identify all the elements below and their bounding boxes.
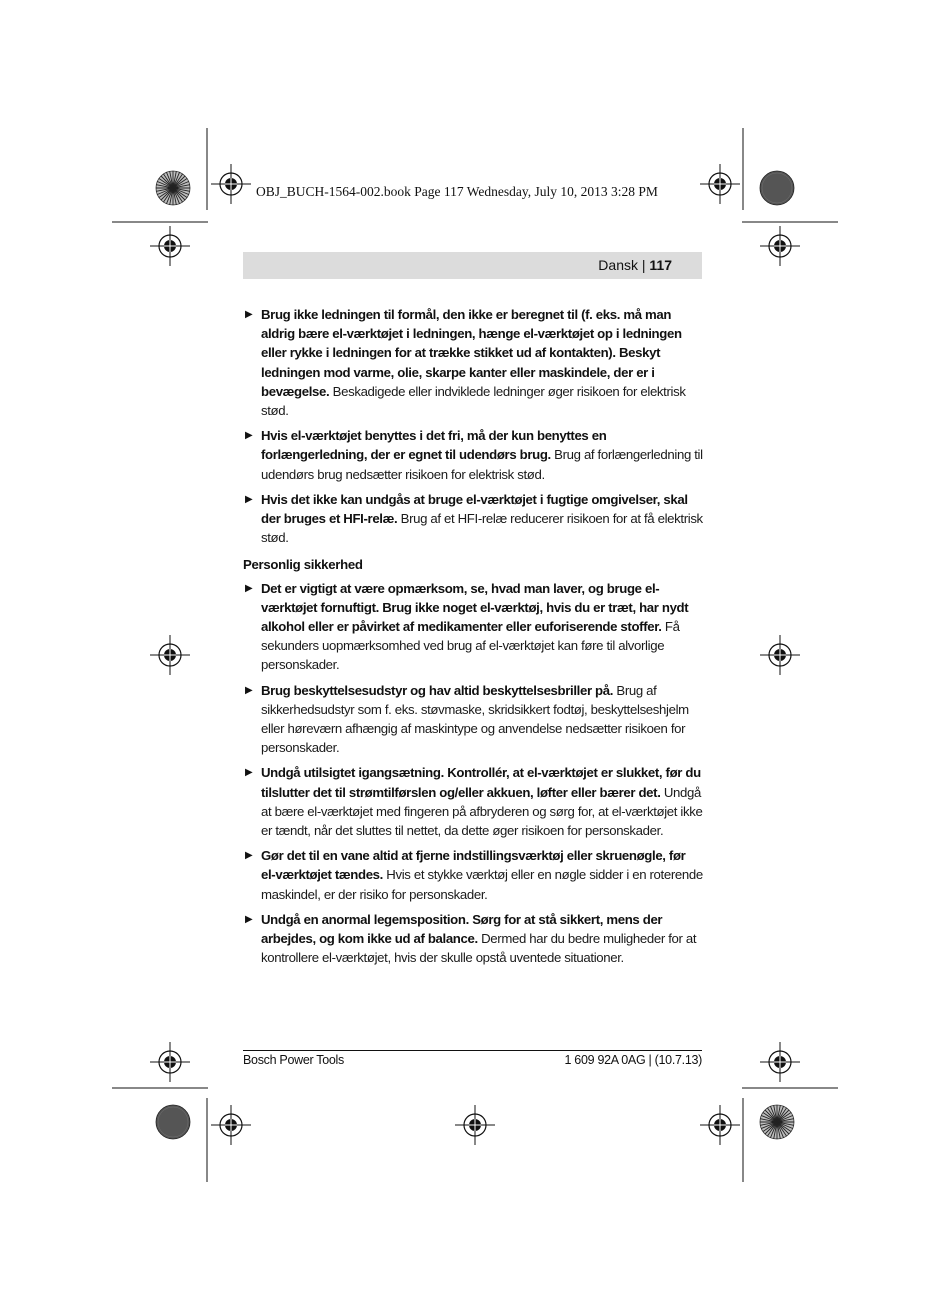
header-separator: | (641, 257, 646, 273)
safety-item (243, 305, 703, 420)
safety-item-instruction: Gør det til en vane altid at fjerne indstillingsværktøj eller skruenøgle, før el-værktøjet tændes. (261, 848, 686, 883)
safety-item-explanation: Brug af sikkerhedsudstyr som f. eks. støvmaske, skridsikkert fodtøj, beskyttelseshjelm eller høreværn afhængig af maskintype og anvendelse nedsætter risikoen for personskader. (261, 682, 689, 756)
bullet-arrow-icon: ▶ (245, 684, 253, 696)
running-header (243, 252, 702, 279)
page-number: 117 (649, 257, 672, 273)
safety-item-instruction: Brug ikke ledningen til formål, den ikke er beregnet til (f. eks. må man aldrig bære el-værktøjet i ledningen, hænge el-værktøjet op i ledningen eller rykke i ledningen for at trække stikket ud af kontakten). Beskyt ledningen mod varme, olie, skarpe kanter eller maskindele, der er i bevægelse. (261, 307, 682, 399)
safety-item-explanation: Beskadigede eller indviklede ledninger øger risikoen for elektrisk stød. (261, 383, 686, 419)
bullet-arrow-icon: ▶ (245, 913, 253, 925)
safety-item-explanation: Få sekunders uopmærksomhed ved brug af el-værktøjet kan føre til alvorlige personskader. (261, 619, 680, 673)
print-slug: OBJ_BUCH-1564-002.book Page 117 Wednesday, July 10, 2013 3:28 PM (256, 184, 658, 199)
safety-item (243, 681, 703, 758)
footer-rule (243, 1050, 702, 1051)
safety-item-instruction: Hvis el-værktøjet benyttes i det fri, må der kun benyttes en forlængerledning, der er egnet til udendørs brug. (261, 428, 607, 463)
bullet-arrow-icon: ▶ (245, 309, 253, 320)
safety-item-instruction: Hvis det ikke kan undgås at bruge el-værktøjet i fugtige omgivelser, skal der bruges et HFI-relæ. (261, 491, 688, 527)
bullet-arrow-icon: ▶ (245, 430, 253, 442)
safety-item (243, 490, 703, 548)
safety-item (243, 763, 703, 840)
safety-item (243, 846, 703, 904)
safety-item-instruction: Undgå en anormal legemsposition. Sørg for at stå sikkert, mens der arbejdes, og kom ikke ud af balance. (261, 911, 663, 947)
safety-item-explanation: Dermed har du bedre muligheder for at kontrollere el-værktøjet, hvis der skulle opstå uventede situationer. (261, 931, 697, 966)
header-text (598, 257, 672, 273)
safety-item (243, 910, 703, 968)
section-heading: Personlig sikkerhed (243, 557, 363, 573)
bullet-arrow-icon: ▶ (245, 850, 253, 862)
safety-item-explanation: Undgå at bære el-værktøjet med fingeren på afbryderen og sørg for, at el-værktøjet ikke er tændt, når det sluttes til nettet, da dette øger risikoen for personskader. (261, 784, 703, 839)
safety-item (243, 579, 703, 675)
header-language: Dansk (598, 257, 638, 273)
safety-item-explanation: Brug af forlængerledning til udendørs brug nedsætter risikoen for elektrisk stød. (261, 447, 703, 482)
bullet-arrow-icon: ▶ (245, 582, 253, 594)
bullet-arrow-icon: ▶ (245, 767, 253, 779)
safety-item-explanation: Brug af et HFI-relæ reducerer risikoen for at få elektrisk stød. (261, 511, 703, 546)
safety-list-electrical (243, 305, 703, 547)
safety-item-instruction: Brug beskyttelsesudstyr og hav altid beskyttelsesbriller på. (261, 682, 614, 698)
safety-item (243, 426, 703, 484)
safety-item-instruction: Undgå utilsigtet igangsætning. Kontrollér, at el-værktøjet er slukket, før du tilslutter det til strømtilførslen og/eller akkuen, løfter eller bærer det. (261, 765, 701, 800)
bullet-arrow-icon: ▶ (245, 493, 253, 505)
safety-list-personal (243, 579, 703, 968)
safety-item-instruction: Det er vigtigt at være opmærksom, se, hvad man laver, og bruge el-værktøjet fornuftigt. Brug ikke noget el-værktøj, hvis du er træt, har nydt alkohol eller er påvirket af medikamenter eller euforiserende stoffer. (261, 580, 689, 635)
main-content (243, 305, 703, 974)
footer-brand: Bosch Power Tools (243, 1053, 344, 1067)
footer-doc-number: 1 609 92A 0AG | (10.7.13) (564, 1053, 702, 1067)
safety-item-explanation: Hvis et stykke værktøj eller en nøgle sidder i en roterende maskindel, er der risiko for personskader. (261, 867, 703, 902)
